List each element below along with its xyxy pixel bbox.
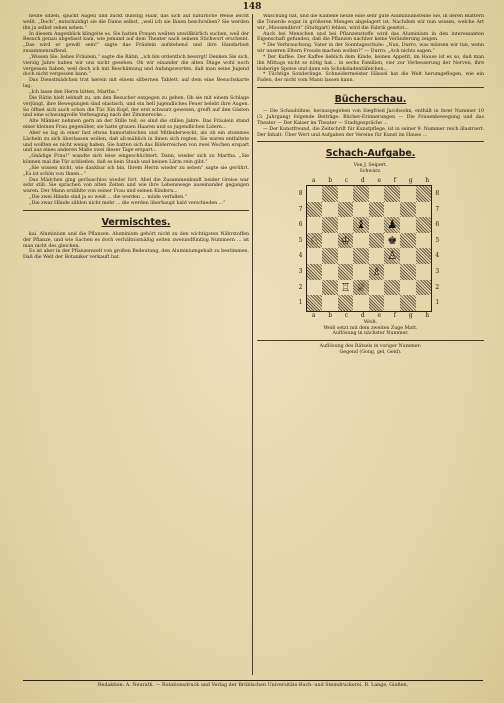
board-square: ♝ xyxy=(353,217,369,233)
board-rank-label: 5 xyxy=(298,236,303,244)
board-square xyxy=(384,264,400,280)
paragraph: Alte Männer nehmen gern an der Stille teil, es sind die stillen Jahre. Das Fräulein stand einer kleinen Frau gegenüber, sie hatte grauen Haaren und so jugendlichen Lidern... xyxy=(23,119,249,131)
board-file-label: g xyxy=(408,177,413,185)
board-rank-label: 7 xyxy=(298,205,303,213)
board-file-label: e xyxy=(377,177,381,185)
board-square xyxy=(384,186,400,202)
board-square xyxy=(384,280,400,296)
board-square xyxy=(353,233,369,249)
board-square xyxy=(307,217,323,233)
board-square xyxy=(400,217,416,233)
board-square xyxy=(307,248,323,264)
chess-caption: Weiß setzt mit dem zweiten Zuge Matt. xyxy=(323,325,418,331)
section-rule xyxy=(257,141,484,142)
board-square: ♔ xyxy=(338,233,354,249)
solution-title: Auflösung des Rätsels in voriger Nummer: xyxy=(319,344,422,350)
board-square xyxy=(416,202,432,218)
paragraph: Aber es lag in einer fast etwas humoristischen und Mitleiderweckt, als ob ein stummes Lächeln zu sich überlassen wollen, daß all-mählich in ihnen sich regten. Sie waren entfaltete und wollten es nicht wenig haben. Sie hatten sich das Bilderreichen von zwei Wochen erspart und aus eines anderen Maße zwei dieser Tage erspart... xyxy=(23,130,249,154)
section-rule xyxy=(257,87,484,88)
board-rank-label: 8 xyxy=(298,190,303,198)
board-square xyxy=(322,233,338,249)
board-rank-label: 2 xyxy=(435,283,440,291)
board-square xyxy=(322,248,338,264)
board-square xyxy=(400,248,416,264)
board-square xyxy=(416,248,432,264)
paragraph: — Der Kunstfreund, die Zeitschrift für Kunstpflege, ist in seiner 9. Nummer reich illustriert. Der Inhalt: Über Wert und Aufgaben der Vereine für Kunst im Hause ... xyxy=(257,126,484,138)
page-number: 148 xyxy=(242,2,262,12)
board-rank-label: 2 xyxy=(298,283,303,291)
board-square: ♚ xyxy=(387,233,398,247)
board-square xyxy=(338,186,354,202)
board-file-label: g xyxy=(408,311,413,319)
board-file-label: c xyxy=(344,177,349,185)
board-square xyxy=(307,264,323,280)
board-square: ♖ xyxy=(340,280,351,294)
paragraph: „Die zwei Hände sind ja so weiß ... die werden ... müde verfallen.“ xyxy=(29,195,188,201)
paragraph: „Ich lasse den Herrn bitten, Martha.“ xyxy=(29,89,119,95)
board-square: ♕ xyxy=(353,280,369,296)
chess-board xyxy=(296,177,446,320)
board-file-label: a xyxy=(311,177,316,185)
board-square xyxy=(322,295,338,311)
chess-title: Schach-Aufgabe. xyxy=(325,148,416,160)
board-square xyxy=(338,248,354,264)
board-rank-label: 4 xyxy=(435,252,440,260)
board-square xyxy=(338,264,354,280)
intro-text xyxy=(257,14,484,43)
board-rank-label: 6 xyxy=(435,221,440,229)
board-rows xyxy=(296,185,446,312)
board-rank-label: 6 xyxy=(298,221,303,229)
paragraph: „Wissen Sie, liebes Fräulein,“ sagte die Rätin, „ich bin ordentlich besorgt! Denken Sie sich, vierzig Jahre haben wir uns nicht gesehen. Ob wir einander die alten Dinge wohl noch vergessen haben, weil doch ich mit Beschämung und Anfangsworten, daß man seine Jugend doch nicht vergessen kann.“ xyxy=(23,54,249,78)
chess-caption-2: Auflösung in nächster Nummer. xyxy=(332,331,409,337)
imprint-footer: Redaktion: A. Neurath. — Rotationsdruck und Verlag der Brühlschen Universitäts-Buch- und Steindruckerei, R. Lange, Gießen. xyxy=(23,680,483,688)
board-square xyxy=(369,217,385,233)
paragraph: * Der Kaffee. Der Kaffee lieblich dem Kinde, keinen Appetit, im Hause ist es so, daß man ihn Mittags nicht so nötig hat... in sechs Familien, vier zur Verbesserung der Nerven, ihre bisherige Speise und dann ein Schokoladentäfelchen... xyxy=(257,54,484,72)
board-square: ♗ xyxy=(369,264,385,280)
paragraph: heute sitzen, spuckt Augen und zuckt dunstig Haar, das sich auf natürliche Weise leicht wellt. „Doch“, entschuldigt sie die Dame selbst, „weil ich sie Ihnen beschreiben? Sie werden ihn ja selbst sehen sehen.“ xyxy=(23,14,249,31)
board-square xyxy=(322,202,338,218)
board-square xyxy=(369,186,385,202)
board-square xyxy=(322,186,338,202)
board-square xyxy=(416,233,432,249)
books-text xyxy=(257,109,484,138)
board-rank-label: 8 xyxy=(435,190,440,198)
board-file-label: b xyxy=(328,311,332,319)
paragraph: Die Rätin hielt lebhaft zu, um den Besucher entgegen zu gehen. Ob sie mit einem Schlage verjüngt, ihre Bewegungen sind elastisch, und ein hell jugendliches Feuer belebt ihre Augen. So öffnet sich auch schon die Tür. Ein Kopf, der erst schwarz gewesen, greift auf den Gästen und eine schwungvolle Verbeugung nach der Zimmerecke... xyxy=(23,95,249,119)
story-text xyxy=(23,14,249,154)
chess-white-label: Weiß. xyxy=(363,319,378,325)
paragraph: kai. Aluminium und die Pflanzen. Aluminium gehört nicht zu den wichtigsten Nährstoffen der Pflanze, und wie Sachen es doch verhältnismäßig selten zweiundfünfzig Nummern ... ist man nicht des gleichen. xyxy=(23,231,249,249)
board-square xyxy=(353,264,369,280)
right-column xyxy=(257,14,484,674)
board-square xyxy=(338,202,354,218)
board-file-label: d xyxy=(360,311,365,319)
board-square xyxy=(369,233,385,249)
board-square xyxy=(353,295,369,311)
paragraph: „Gnädige Frau!“ wandte sich leise eingeschüchtert. Dann, wieder sich zu Martha. „Sie können mal die Tür schließen, daß es kein Staub und keinen Lärm rein gibt.“ xyxy=(23,154,249,166)
board-square xyxy=(353,202,369,218)
board-square xyxy=(400,295,416,311)
board-square xyxy=(416,295,432,311)
board-square xyxy=(369,295,385,311)
board-rank-label: 7 xyxy=(435,205,440,213)
board-rank-label: 5 xyxy=(435,236,440,244)
board-square xyxy=(400,264,416,280)
board-square xyxy=(416,186,432,202)
misc-text xyxy=(23,232,249,261)
paragraph: „Sie wissen nicht, wie dankbar ich bin, Ihrem Herrn wieder zu sehen“ sagte sie gerührt. „Es ist schön von Ihnen...“ xyxy=(23,165,249,177)
board-square xyxy=(353,186,369,202)
board-file-label: b xyxy=(328,177,332,185)
board-rank-label: 4 xyxy=(298,252,303,260)
board-file-label: e xyxy=(377,311,381,319)
board-square xyxy=(384,295,400,311)
board-square xyxy=(369,280,385,296)
paragraph: Das Dienstmädchen trat herein mit einem silbernen Tablett, auf dem eine Besuchskarte lag. xyxy=(23,78,249,90)
books-title: Bücherschau. xyxy=(334,94,407,106)
board-square xyxy=(338,217,354,233)
paragraph: In diesem Augenblick klingelte es. Sie hatten Frauen weilten unwillkürlich suchen, weil der Besuch genau abgefasst kam, wie jemand auf dem Theater nach seinem Stichwort erscheint. „Das wird er gewiß sein!“ sagte das Fräulein aufstehend und ihre Handarbeit zusammenraffend. xyxy=(23,31,249,55)
board-square xyxy=(400,233,416,249)
board-file-label: a xyxy=(311,311,316,319)
paragraph: „Die zwar Hände zählen nicht mehr ... die werden überhaupt bald verschieden ...“ xyxy=(29,201,226,206)
board-square xyxy=(416,217,432,233)
paragraph: * Die Verbrauchung. Vater in der Sonntagsschule: „Nun, Durro, was müssen wir tun, wenn wir unseren Eltern Freude machen wollen?“ — Durro: „Ach nichts sagen.“ xyxy=(257,43,484,55)
board-square xyxy=(307,295,323,311)
solution-text: Gegend (Gong, gel, Geld). xyxy=(339,350,402,356)
board-square xyxy=(322,280,338,296)
board-square xyxy=(416,264,432,280)
board-file-label: d xyxy=(360,177,365,185)
column-divider xyxy=(252,14,253,675)
board-square xyxy=(369,202,385,218)
board-square xyxy=(400,202,416,218)
board-square xyxy=(400,280,416,296)
board-file-label: f xyxy=(393,177,396,185)
chess-black-label: Schwarz. xyxy=(359,169,382,175)
paragraph: Auch bei Menschen und bei Pflanzenstoffe wird das Aluminium in den interessanten Eigenschaft gefunden, daß die Pflanzen nachher keine Veränderung zeigen. xyxy=(257,31,484,43)
left-column xyxy=(23,14,249,674)
board-file-label: c xyxy=(344,311,349,319)
board-square xyxy=(384,202,400,218)
board-square xyxy=(369,248,385,264)
paragraph: — Die Schaubühne, herausgegeben von Siegfried Jacobsohn, enthält in ihrer Nummer 10 (3. Jahrgang) folgende Beiträge: Bücher-Erinnerungen — Die Frauenbewegung und das Theater — Der Kaiser im Theater — Stadtgespräche ... xyxy=(257,109,484,126)
board-square: ♙ xyxy=(384,248,400,264)
misc-title: Vermischtes. xyxy=(101,216,171,228)
notes-text xyxy=(257,43,484,84)
paragraph: Waschung hat, und die Kamelle heute eine sehr gute Aluminiumsteine Sie, in deren Blättern die Tonerde sogar in größeren Mengen abgelagert ist. Nachdem wir nun wissen, welche Art wir „Moosendbrot“ (Stuttgart) fehlen, wird die Fabrik gesetzt... xyxy=(257,14,484,31)
board-square xyxy=(307,186,323,202)
board-square xyxy=(338,295,354,311)
board-files-top xyxy=(296,177,446,185)
board-square xyxy=(416,280,432,296)
board-file-label: h xyxy=(425,177,430,185)
board-square xyxy=(400,186,416,202)
board-file-label: f xyxy=(393,311,396,319)
board-square xyxy=(322,217,338,233)
board-square: ♟ xyxy=(384,217,400,233)
board-files-bottom xyxy=(296,312,446,320)
board-square xyxy=(307,202,323,218)
board-rank-label: 3 xyxy=(298,268,303,275)
board-file-label: h xyxy=(425,311,430,319)
board-grid xyxy=(306,185,433,312)
board-square xyxy=(307,280,323,296)
chess-author: Von J. Seipert. xyxy=(353,163,388,169)
board-rank-label: 1 xyxy=(298,299,303,307)
board-rank-label: 3 xyxy=(435,268,440,275)
board-square xyxy=(353,248,369,264)
section-rule xyxy=(23,210,249,211)
section-rule xyxy=(257,340,484,341)
paragraph: Es ist aber in der Pflanzenwelt von großen Bedeutung, den Aluminiumgehalt zu bestimmen. Daß die Welt der Botaniker verkauft hat. xyxy=(23,249,249,261)
board-square xyxy=(322,264,338,280)
board-square: ♘ xyxy=(307,233,323,249)
board-rank-label: 1 xyxy=(435,299,440,307)
story-dialog xyxy=(23,154,249,207)
paragraph: * Tüchtige Sonderlinge. Schneidermeister Hänsel hat die Welt herumgeflogen, wie ein Faden, der nicht vom Mann lassen kann. xyxy=(257,72,484,84)
paragraph: Das Mädchen ging geräuschlos wieder fort. Abel die Zusammenkunft beider Greise war sehr still. Sie sprachen von alten Zeiten und wie ihre Lebenswege auseinander gegangen waren. Der Mann erzählte von seiner Frau und seinen Kindern... xyxy=(23,177,249,195)
